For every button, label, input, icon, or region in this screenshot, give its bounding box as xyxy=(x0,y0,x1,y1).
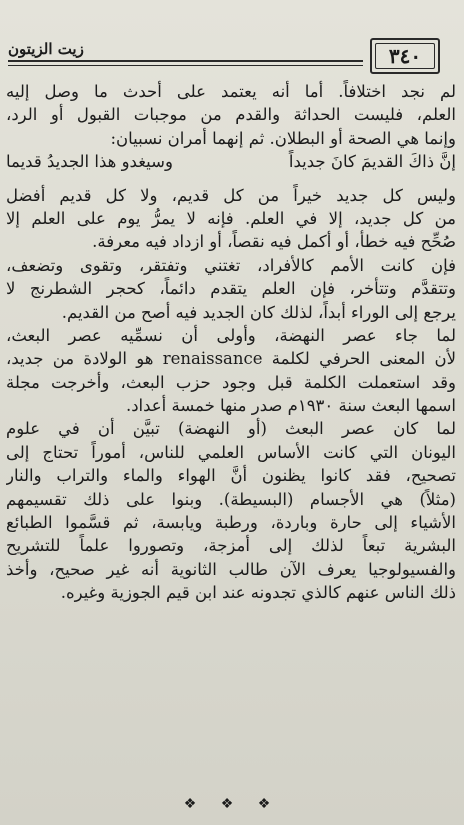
text-line: يرجع إلى الوراء أبداً، لذلك كان الجديد فيه أصح من القديم. xyxy=(61,302,456,322)
text-line: وإنما هي الصحة أو البطلان. ثم إنهما أمران نسبيان: xyxy=(110,128,456,148)
paragraph-gap xyxy=(6,174,456,184)
text-line: لما جاء عصر النهضة، وأولى أن نسمِّيه عصر البعث، xyxy=(6,325,456,345)
text-line: (مثلاً) هي الأجسام (البسيطة). وبنوا على ذلك تقسيمهم xyxy=(6,489,456,509)
text-line: العلم، فليست الحداثة والقدم من موجبات القبول أو الرد، xyxy=(6,105,456,125)
text-line: لما كان عصر البعث (أو النهضة) تبيَّن أن في علوم xyxy=(6,419,456,439)
text-line: لأن المعنى الحرفي لكلمة renaissance هو الولادة من جديد، xyxy=(6,349,456,369)
text-line: لم نجد اختلافاً. أما أنه يعتمد على أحدث ما وصل إليه xyxy=(6,82,456,101)
text-line: والفسيولوجيا يعرف الآن طالب الثانوية أنه غير صحيح، وأخذ xyxy=(6,559,456,579)
text-line: صُحِّح فيه خطأ، أو أكمل فيه نقصاً، أو ازداد فيه معرفة. xyxy=(92,232,456,252)
text-line: اليونان التي كانت الأساس العلمي للناس، أموراً تحتاج إلى xyxy=(6,442,456,462)
header-rule xyxy=(8,60,363,62)
text-line: وليس كل جديد خيراً من كل قديم، ولا كل قديم أفضل xyxy=(6,185,456,205)
body-text xyxy=(6,80,456,605)
text-line: تصحيح، فقد كانوا يظنون أنَّ الهواء والماء والتراب والنار xyxy=(6,466,456,486)
page-number-box xyxy=(370,38,440,74)
header-rule-thin xyxy=(8,65,363,66)
text-line: ذلك الناس عنهم كالذي تجدونه عند ابن قيم الجوزية وغيره. xyxy=(60,583,456,603)
text-line: البشرية تبعاً لذلك إلى أمزجة، وتصوروا علماً للتشريح xyxy=(6,536,456,556)
text-line: وتتقدَّم وتتأخر، فإن العلم يتقدم دائماً، كحجر الشطرنج لا xyxy=(6,279,456,299)
text-line: اسمها البعث سنة ١٩٣٠م صدر منها خمسة أعداد. xyxy=(125,396,456,416)
section-ornament: ❖ ❖ ❖ xyxy=(183,796,281,812)
text-line: وقد استعملت الكلمة قبل وجود حزب البعث، وأخرجت مجلة xyxy=(6,372,456,392)
text-line: فإن كانت الأمم كالأفراد، تغتني وتفتقر، وتقوى وتضعف، xyxy=(6,255,456,275)
running-title: زيت الزيتون xyxy=(8,40,84,58)
verse-hemistich-first: إنَّ ذاكَ القديمَ كانَ جديداً xyxy=(288,152,456,172)
text-line: من كل جديد، إلا في العلم. فإنه لا يمرُّ يوم على العلم إلا xyxy=(6,208,456,228)
poetry-verse xyxy=(6,150,456,173)
page-header xyxy=(8,36,456,76)
verse-hemistich-second: وسيغدو هذا الجديدُ قديما xyxy=(6,152,173,172)
page-number: ٣٤٠ xyxy=(388,44,422,68)
text-line: الأشياء إلى حارة وباردة، ورطبة ويابسة، ثم قسَّموا الطبائع xyxy=(6,513,456,533)
